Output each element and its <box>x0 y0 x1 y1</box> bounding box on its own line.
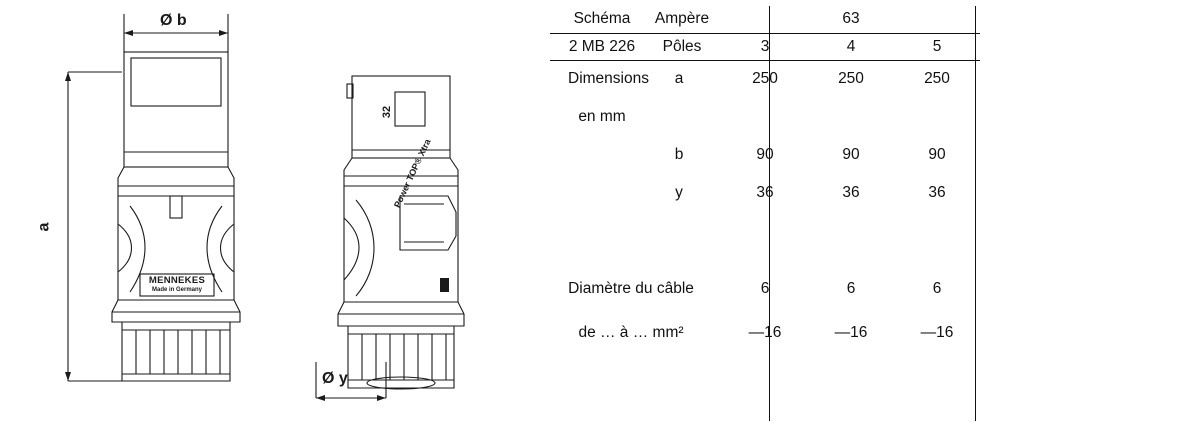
spacer-cell <box>894 98 980 136</box>
table-row <box>550 268 980 310</box>
cable-diameter-label: Diamètre du câble <box>568 280 694 297</box>
spacer-cell <box>550 212 636 246</box>
dimension-y-pole3: 36 <box>756 184 774 201</box>
cable-diameter-pole3: 6 <box>760 280 770 297</box>
series-label: Power TOP® Xtra <box>392 137 433 210</box>
dimension-a-pole3: 250 <box>752 70 778 88</box>
poles-label: Pôles <box>636 33 722 60</box>
dimension-b-pole5: 90 <box>928 146 946 163</box>
poles-value-4: 4 <box>808 33 894 60</box>
dimension-b-pole3: 90 <box>756 146 774 163</box>
spacer-cell <box>636 212 722 246</box>
table-row <box>550 212 980 246</box>
cable-range-pole3: —16 <box>748 324 782 341</box>
spacer-cell <box>722 212 808 246</box>
dimension-label-a: a <box>35 222 53 232</box>
specification-table <box>550 6 990 421</box>
cable-range-pole5: —16 <box>920 324 954 341</box>
spacer-cell <box>636 246 722 268</box>
table-vertical-rule-left <box>769 6 770 421</box>
dimension-y-pole4: 36 <box>842 184 860 201</box>
spacer-cell <box>894 246 980 268</box>
table-row <box>550 60 980 98</box>
cable-range-pole4: —16 <box>834 324 868 341</box>
poles-value-3: 3 <box>722 33 808 60</box>
schema-title: Schéma <box>550 6 636 33</box>
table-row <box>550 136 980 174</box>
table-row <box>550 98 980 136</box>
spacer-cell <box>808 212 894 246</box>
table-row <box>550 310 980 356</box>
table-vertical-rule-right <box>975 6 976 421</box>
table-row <box>550 174 980 212</box>
cable-diameter-pole5: 6 <box>932 280 942 297</box>
spacer-cell <box>808 246 894 268</box>
dimension-label-b: Ø b <box>160 12 187 29</box>
dimension-a-pole5: 250 <box>924 70 950 88</box>
product-drawing <box>0 0 545 427</box>
spacer-cell <box>550 174 636 212</box>
brand-sublabel: Made in Germany <box>151 287 202 293</box>
cable-diameter-pole4: 6 <box>846 280 856 297</box>
table-row <box>550 6 980 33</box>
spacer-cell <box>722 246 808 268</box>
dimension-symbol-a: a <box>674 70 684 88</box>
dimension-symbol-y: y <box>675 184 683 201</box>
ampere-label: Ampère <box>636 6 722 33</box>
spacer-cell <box>894 212 980 246</box>
spacer-cell <box>550 136 636 174</box>
dimensions-label-line2: en mm <box>578 108 626 125</box>
table-row <box>550 246 980 268</box>
spacer-cell <box>636 98 722 136</box>
table-row <box>550 33 980 60</box>
rating-number-label: 32 <box>381 105 394 119</box>
dimension-symbol-b: b <box>674 146 684 163</box>
dimension-a-pole4: 250 <box>838 70 864 88</box>
dimension-b-pole4: 90 <box>842 146 860 163</box>
ampere-value: 63 <box>722 6 980 33</box>
cable-range-label: de … à … mm² <box>578 324 684 341</box>
dimensions-label-line1: Dimensions <box>568 70 649 88</box>
schema-code: 2 MB 226 <box>550 33 636 60</box>
brand-label: MENNEKES <box>148 275 206 286</box>
poles-value-5: 5 <box>894 33 980 60</box>
dimension-y-pole5: 36 <box>928 184 946 201</box>
spacer-cell <box>808 98 894 136</box>
dimension-label-y: Ø y <box>322 370 348 387</box>
spacer-cell <box>550 246 636 268</box>
spacer-cell <box>722 98 808 136</box>
